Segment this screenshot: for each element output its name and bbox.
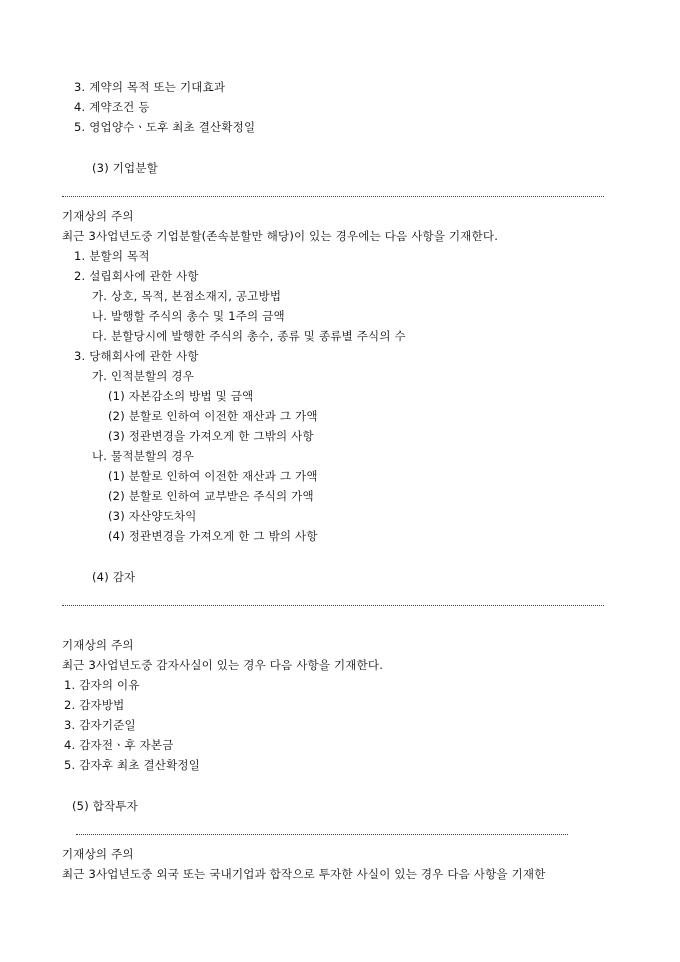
list-item: 1. 분할의 목적: [74, 249, 150, 263]
section-heading-joint-venture: (5) 합작투자: [72, 799, 138, 813]
dotted-divider: [62, 605, 604, 606]
section-heading-split: (3) 기업분할: [92, 161, 158, 175]
list-subsubitem: (1) 자본감소의 방법 및 금액: [108, 389, 254, 403]
section-heading-reduction: (4) 감자: [92, 570, 136, 584]
list-subitem: 나. 발행할 주식의 총수 및 1주의 금액: [92, 309, 285, 323]
list-item: 4. 계약조건 등: [74, 100, 150, 114]
list-item: 3. 당해회사에 관한 사항: [74, 349, 199, 363]
list-subitem: 다. 분할당시에 발행한 주식의 총수, 종류 및 종류별 주식의 수: [92, 329, 406, 343]
dotted-divider: [76, 834, 568, 835]
list-subsubitem: (4) 정관변경을 가져오게 한 그 밖의 사항: [108, 529, 318, 543]
list-subsubitem: (3) 정관변경을 가져오게 한 그밖의 사항: [108, 429, 314, 443]
list-subitem: 가. 상호, 목적, 본점소재지, 공고방법: [92, 289, 282, 303]
list-subsubitem: (3) 자산양도차익: [108, 509, 197, 523]
list-item: 4. 감자전ㆍ후 자본금: [64, 738, 174, 752]
list-subsubitem: (2) 분할로 인하여 교부받은 주식의 가액: [108, 489, 314, 503]
list-item: 2. 감자방법: [64, 698, 125, 712]
list-item: 3. 계약의 목적 또는 기대효과: [74, 80, 226, 94]
note-title: 기재상의 주의: [62, 638, 134, 652]
list-item: 5. 영업양수ㆍ도후 최초 결산확정일: [74, 120, 256, 134]
list-subsubitem: (1) 분할로 인하여 이전한 재산과 그 가액: [108, 469, 318, 483]
list-item: 1. 감자의 이유: [64, 678, 140, 692]
note-text: 최근 3사업년도중 기업분할(존속분할만 해당)이 있는 경우에는 다음 사항을 기재한다.: [62, 229, 499, 243]
list-subitem: 나. 물적분할의 경우: [92, 449, 195, 463]
note-text: 최근 3사업년도중 외국 또는 국내기업과 합작으로 투자한 사실이 있는 경우 다음 사항을 기재한: [62, 867, 546, 881]
list-item: 3. 감자기준일: [64, 718, 136, 732]
list-subsubitem: (2) 분할로 인하여 이전한 재산과 그 가액: [108, 409, 318, 423]
list-item: 5. 감자후 최초 결산확정일: [64, 758, 201, 772]
list-subitem: 가. 인적분할의 경우: [92, 369, 195, 383]
note-title: 기재상의 주의: [62, 209, 134, 223]
dotted-divider: [62, 196, 604, 197]
note-text: 최근 3사업년도중 감자사실이 있는 경우 다음 사항을 기재한다.: [62, 658, 384, 672]
note-title: 기재상의 주의: [62, 847, 134, 861]
list-item: 2. 설립회사에 관한 사항: [74, 269, 199, 283]
